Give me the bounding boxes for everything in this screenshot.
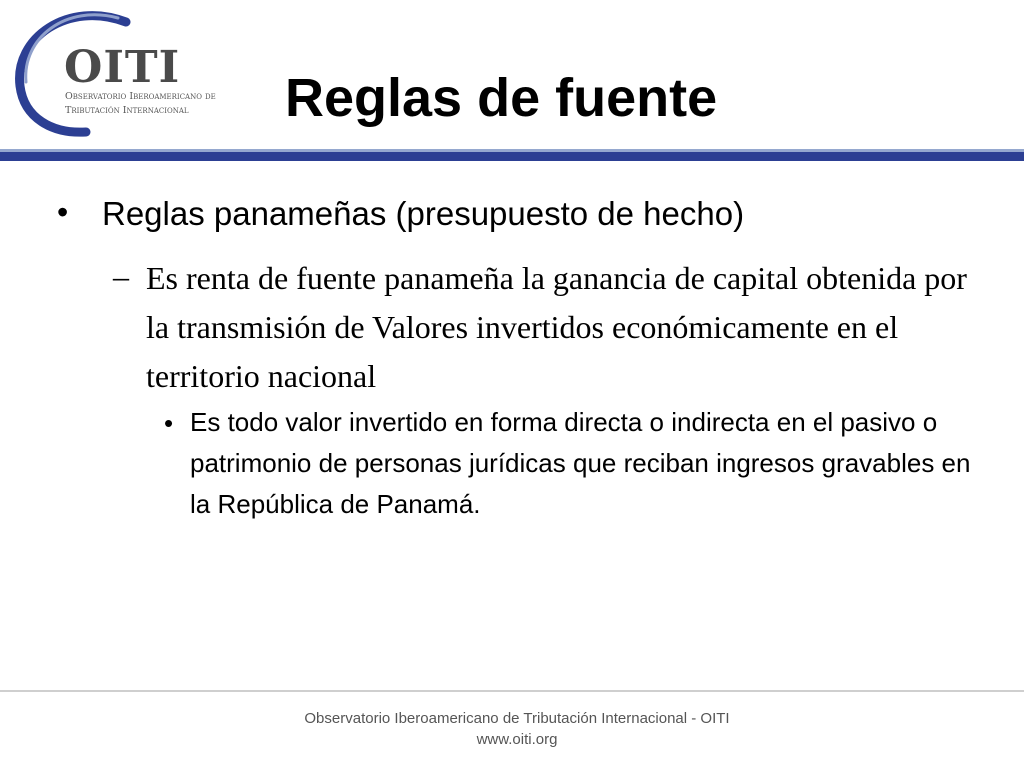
bullet-level2-text: Es renta de fuente panameña la ganancia de capital obtenida por la transmisión de Valores invertidos económicamente en el territorio nacional [146, 260, 967, 394]
footer-divider [0, 690, 1024, 692]
footer-organization: Observatorio Iberoamericano de Tributación Internacional - OITI [304, 710, 730, 727]
bullet-level3-text: Es todo valor invertido en forma directa o indirecta en el pasivo o patrimonio de personas jurídicas que reciban ingresos gravables en la República de Panamá. [190, 407, 971, 519]
bullet-level3-marker: • [164, 408, 174, 438]
logo-subtitle-line1: Observatorio Iberoamericano de [65, 91, 216, 102]
footer-website: www.oiti.org [476, 731, 558, 748]
logo-subtitle-line2: Tributación Internacional [65, 105, 189, 116]
logo-name: OITI [64, 42, 181, 93]
bullet-level1-text: Reglas panameñas (presupuesto de hecho) [102, 195, 745, 232]
bullet-level1-marker: • [57, 194, 69, 230]
slide-title: Reglas de fuente [285, 68, 718, 128]
bullet-level2-marker: – [113, 258, 129, 294]
oiti-logo [8, 8, 238, 138]
title-divider-bar [0, 152, 1024, 161]
